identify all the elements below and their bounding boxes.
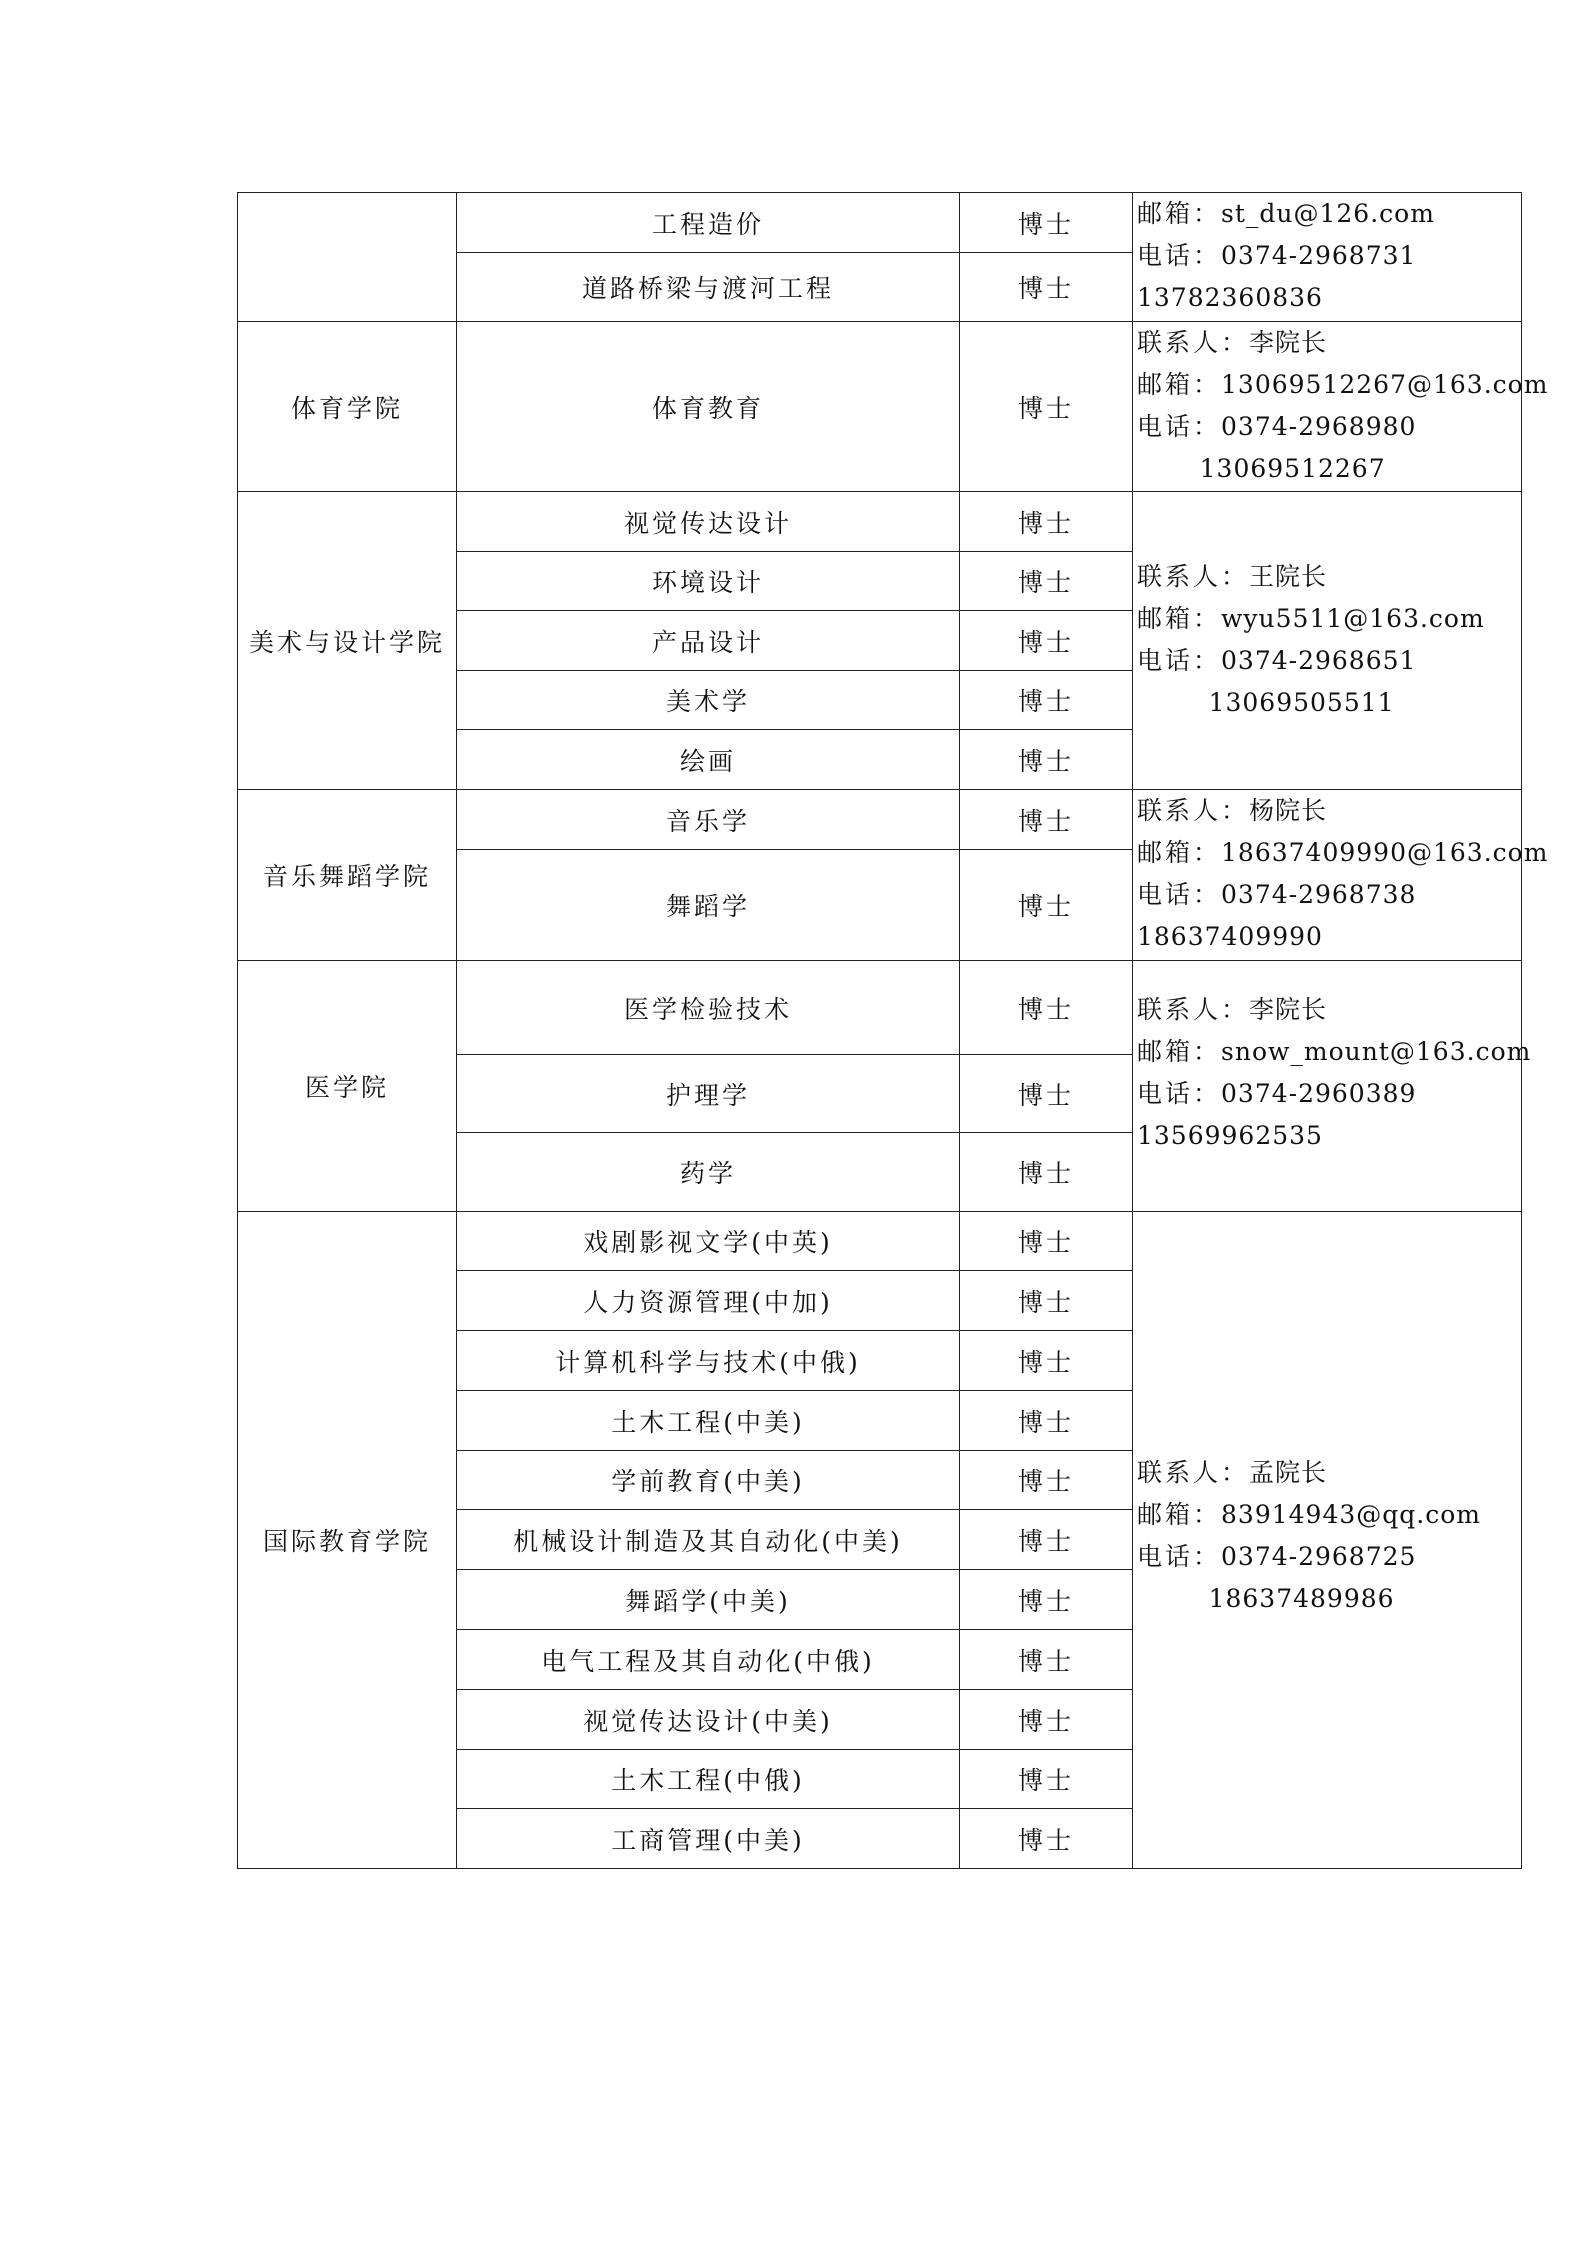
table-row xyxy=(238,790,1522,850)
contact-value: 13782360836 xyxy=(1137,283,1323,312)
contact-label: 电话： xyxy=(1137,646,1222,675)
major-cell: 计算机科学与技术(中俄) xyxy=(457,1331,960,1391)
contact-label: 邮箱： xyxy=(1137,1037,1222,1066)
contact-line xyxy=(1137,406,1521,448)
degree-cell: 博士 xyxy=(960,1331,1133,1391)
major-cell: 环境设计 xyxy=(457,552,960,611)
contact-label: 电话： xyxy=(1137,412,1222,441)
contact-value: 0374-2968731 xyxy=(1221,241,1417,270)
contact-label: 电话： xyxy=(1137,1542,1222,1571)
contact-line xyxy=(1137,682,1521,724)
contact-value: 李院长 xyxy=(1249,328,1328,357)
contact-cell xyxy=(1133,1212,1522,1869)
contact-line xyxy=(1137,1452,1521,1494)
contact-value: 李院长 xyxy=(1249,995,1328,1024)
contact-label: 邮箱： xyxy=(1137,370,1222,399)
contact-value: 83914943@qq.com xyxy=(1221,1500,1481,1529)
major-cell: 学前教育(中美) xyxy=(457,1451,960,1510)
major-cell: 美术学 xyxy=(457,671,960,730)
degree-cell: 博士 xyxy=(960,961,1133,1055)
contact-cell xyxy=(1133,790,1549,961)
contact-cell xyxy=(1133,322,1549,492)
contact-value: 孟院长 xyxy=(1249,1458,1328,1487)
contact-line xyxy=(1137,832,1549,874)
major-cell: 产品设计 xyxy=(457,611,960,671)
contact-value: 13569962535 xyxy=(1137,1121,1323,1150)
contact-line xyxy=(1137,916,1521,958)
degree-cell: 博士 xyxy=(960,611,1133,671)
contact-value: wyu5511@163.com xyxy=(1221,604,1485,633)
contact-line xyxy=(1137,193,1521,235)
contact-value: st_du@126.com xyxy=(1221,199,1435,228)
contact-line xyxy=(1137,1031,1532,1073)
college-cell: 音乐舞蹈学院 xyxy=(238,790,457,961)
contact-label: 邮箱： xyxy=(1137,199,1222,228)
major-cell: 舞蹈学(中美) xyxy=(457,1570,960,1630)
major-cell: 舞蹈学 xyxy=(457,850,960,961)
contact-value: 13069512267@163.com xyxy=(1221,370,1549,399)
contact-line xyxy=(1137,989,1521,1031)
contact-value: 杨院长 xyxy=(1249,796,1328,825)
major-cell: 机械设计制造及其自动化(中美) xyxy=(457,1510,960,1570)
major-cell: 视觉传达设计 xyxy=(457,492,960,552)
contact-line xyxy=(1137,790,1521,832)
major-cell: 土木工程(中美) xyxy=(457,1391,960,1451)
degree-cell: 博士 xyxy=(960,1055,1133,1133)
degree-cell: 博士 xyxy=(960,1451,1133,1510)
major-cell: 音乐学 xyxy=(457,790,960,850)
degree-cell: 博士 xyxy=(960,552,1133,611)
contact-label: 联系人： xyxy=(1137,995,1250,1024)
contact-cell xyxy=(1133,492,1522,790)
contact-value: 0374-2968980 xyxy=(1221,412,1417,441)
major-cell: 医学检验技术 xyxy=(457,961,960,1055)
degree-cell: 博士 xyxy=(960,492,1133,552)
table-row xyxy=(238,492,1522,552)
degree-cell: 博士 xyxy=(960,253,1133,322)
table-body xyxy=(238,193,1549,1869)
degree-cell: 博士 xyxy=(960,1510,1133,1570)
table-row xyxy=(238,1212,1522,1271)
contact-label: 邮箱： xyxy=(1137,838,1222,867)
degree-cell: 博士 xyxy=(960,193,1133,253)
major-cell: 视觉传达设计(中美) xyxy=(457,1690,960,1750)
contact-line xyxy=(1137,364,1549,406)
major-cell: 体育教育 xyxy=(457,322,960,492)
degree-cell: 博士 xyxy=(960,1212,1133,1271)
degree-cell: 博士 xyxy=(960,1690,1133,1750)
contact-value: 18637409990@163.com xyxy=(1221,838,1549,867)
contact-line xyxy=(1137,598,1521,640)
degree-cell: 博士 xyxy=(960,1271,1133,1331)
contact-line xyxy=(1137,874,1521,916)
contact-line xyxy=(1137,322,1521,364)
contact-label: 邮箱： xyxy=(1137,604,1222,633)
degree-cell: 博士 xyxy=(960,671,1133,730)
table-row xyxy=(238,193,1522,253)
contact-line xyxy=(1137,1115,1521,1157)
contact-line xyxy=(1137,1073,1521,1115)
contact-line xyxy=(1137,1578,1521,1620)
contact-label: 联系人： xyxy=(1137,1458,1250,1487)
contact-value: 0374-2968738 xyxy=(1221,880,1417,909)
major-cell: 电气工程及其自动化(中俄) xyxy=(457,1630,960,1690)
contact-label: 电话： xyxy=(1137,880,1222,909)
major-cell: 戏剧影视文学(中英) xyxy=(457,1212,960,1271)
major-cell: 绘画 xyxy=(457,730,960,790)
major-cell: 土木工程(中俄) xyxy=(457,1750,960,1809)
contact-line xyxy=(1137,235,1521,277)
contact-value: 王院长 xyxy=(1249,562,1328,591)
degree-cell: 博士 xyxy=(960,1630,1133,1690)
table-row xyxy=(238,322,1522,492)
major-cell: 工程造价 xyxy=(457,193,960,253)
degree-cell: 博士 xyxy=(960,790,1133,850)
degree-cell: 博士 xyxy=(960,730,1133,790)
contact-line xyxy=(1137,556,1521,598)
major-cell: 道路桥梁与渡河工程 xyxy=(457,253,960,322)
major-cell: 工商管理(中美) xyxy=(457,1809,960,1869)
contact-value: snow_mount@163.com xyxy=(1221,1037,1532,1066)
degree-cell: 博士 xyxy=(960,1570,1133,1630)
degree-cell: 博士 xyxy=(960,850,1133,961)
college-cell xyxy=(238,193,457,322)
contact-value: 0374-2968725 xyxy=(1221,1542,1417,1571)
contact-value: 13069505511 xyxy=(1208,688,1395,717)
degree-cell: 博士 xyxy=(960,1391,1133,1451)
contact-value: 18637409990 xyxy=(1137,922,1323,951)
contact-value: 0374-2968651 xyxy=(1221,646,1417,675)
major-cell: 药学 xyxy=(457,1133,960,1212)
contact-value: 13069512267 xyxy=(1199,454,1386,483)
contact-line xyxy=(1137,1536,1521,1578)
contact-cell xyxy=(1133,193,1522,322)
contact-label: 联系人： xyxy=(1137,796,1250,825)
recruitment-table xyxy=(237,192,1549,1869)
contact-label: 电话： xyxy=(1137,241,1222,270)
contact-label: 电话： xyxy=(1137,1079,1222,1108)
college-cell: 医学院 xyxy=(238,961,457,1212)
degree-cell: 博士 xyxy=(960,1133,1133,1212)
contact-label: 邮箱： xyxy=(1137,1500,1222,1529)
table-row xyxy=(238,961,1522,1055)
college-cell: 国际教育学院 xyxy=(238,1212,457,1869)
major-cell: 人力资源管理(中加) xyxy=(457,1271,960,1331)
contact-cell xyxy=(1133,961,1532,1212)
contact-label: 联系人： xyxy=(1137,328,1250,357)
college-cell: 美术与设计学院 xyxy=(238,492,457,790)
contact-line xyxy=(1137,448,1521,490)
contact-line xyxy=(1137,1494,1521,1536)
college-cell: 体育学院 xyxy=(238,322,457,492)
degree-cell: 博士 xyxy=(960,322,1133,492)
contact-line xyxy=(1137,640,1521,682)
degree-cell: 博士 xyxy=(960,1809,1133,1869)
degree-cell: 博士 xyxy=(960,1750,1133,1809)
major-cell: 护理学 xyxy=(457,1055,960,1133)
contact-line xyxy=(1137,277,1521,319)
contact-value: 18637489986 xyxy=(1208,1584,1395,1613)
contact-value: 0374-2960389 xyxy=(1221,1079,1417,1108)
contact-label: 联系人： xyxy=(1137,562,1250,591)
